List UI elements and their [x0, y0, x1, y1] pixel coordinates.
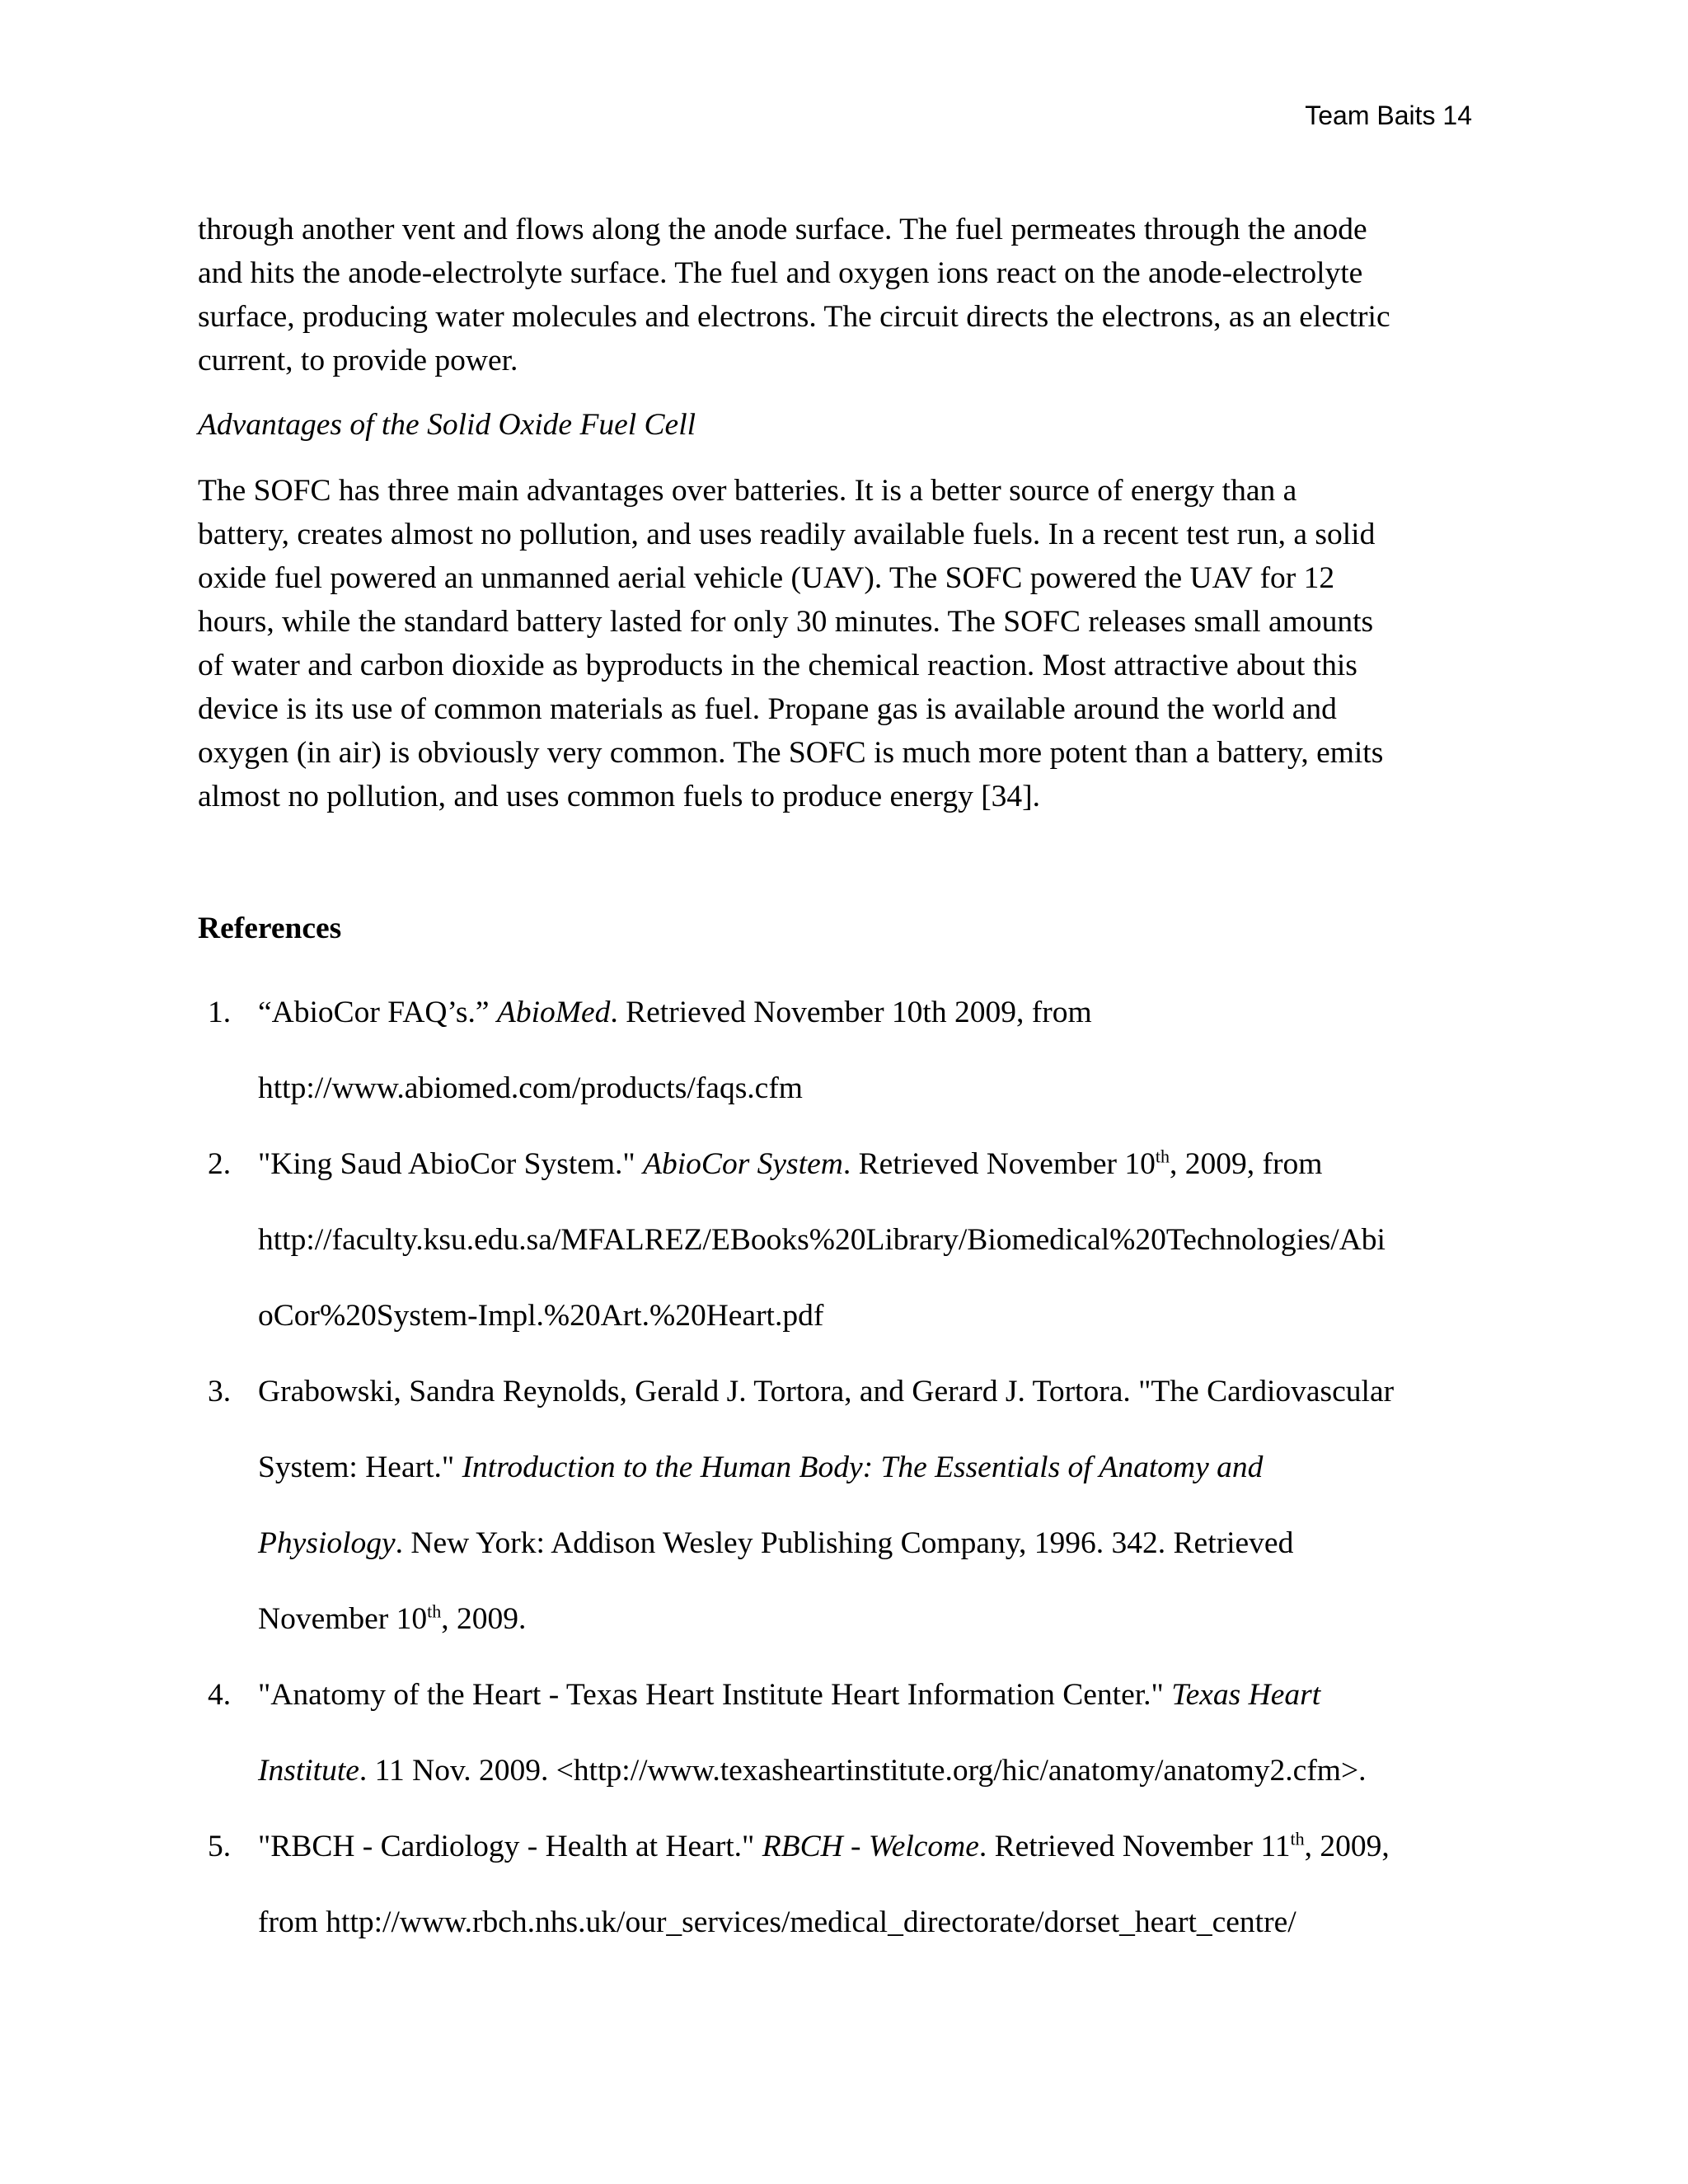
reference-item: [198, 1657, 1498, 1809]
running-header: Team Baits 14: [1305, 101, 1472, 130]
reference-item: [198, 975, 1498, 1127]
ordinal-suffix: th: [1290, 1828, 1305, 1849]
paragraph-line: current, to provide power.: [198, 344, 518, 377]
reference-line: [258, 1127, 1498, 1202]
reference-source-title: AbioCor System: [643, 1147, 843, 1181]
reference-source-title: Texas Heart: [1171, 1678, 1321, 1712]
section-heading: Advantages of the Solid Oxide Fuel Cell: [198, 408, 696, 442]
references-list: [198, 975, 1498, 1961]
reference-line: [258, 1582, 1498, 1657]
reference-text: . Retrieved November 10th 2009, from: [610, 996, 1092, 1029]
paragraph-line: The SOFC has three main advantages over batteries. It is a better source of energy than a: [198, 474, 1297, 508]
reference-line: [258, 1506, 1498, 1582]
reference-source-title: Introduction to the Human Body: The Essentials of Anatomy and: [462, 1451, 1264, 1484]
reference-number: 4.: [208, 1678, 232, 1712]
paragraph-line: of water and carbon dioxide as byproducts in the chemical reaction. Most attractive about this: [198, 649, 1357, 682]
references-heading: References: [198, 912, 342, 945]
reference-url: oCor%20System-Impl.%20Art.%20Heart.pdf: [258, 1299, 824, 1333]
ordinal-suffix: th: [1155, 1146, 1170, 1167]
paragraph-line: through another vent and flows along the anode surface. The fuel permeates through the anode: [198, 213, 1367, 246]
paragraph-line: oxygen (in air) is obviously very common. The SOFC is much more potent than a battery, emits: [198, 736, 1384, 770]
reference-text: “AbioCor FAQ’s.”: [258, 996, 497, 1029]
reference-line: [258, 1733, 1498, 1809]
reference-text: . Retrieved November 10: [842, 1147, 1156, 1181]
reference-url: http://www.abiomed.com/products/faqs.cfm: [258, 1071, 803, 1105]
reference-url: from http://www.rbch.nhs.uk/our_services/medical_directorate/dorset_heart_centre/: [258, 1905, 1296, 1939]
reference-item: [198, 1354, 1498, 1657]
paragraph-line: oxide fuel powered an unmanned aerial vehicle (UAV). The SOFC powered the UAV for 12: [198, 561, 1335, 595]
reference-source-title: RBCH - Welcome: [762, 1830, 979, 1863]
reference-url: http://faculty.ksu.edu.sa/MFALREZ/EBooks%20Library/Biomedical%20Technologies/Abi: [258, 1223, 1386, 1257]
reference-text: "King Saud AbioCor System.": [258, 1147, 644, 1181]
intro-paragraph: [198, 208, 1498, 382]
paragraph-line: and hits the anode-electrolyte surface. The fuel and oxygen ions react on the anode-electrolyte: [198, 256, 1363, 290]
reference-text: "Anatomy of the Heart - Texas Heart Institute Heart Information Center.": [258, 1678, 1172, 1712]
reference-line: [258, 975, 1498, 1051]
reference-text: "RBCH - Cardiology - Health at Heart.": [258, 1830, 762, 1863]
reference-item: [198, 1127, 1498, 1354]
reference-source-title: AbioMed: [496, 996, 611, 1029]
reference-line: Grabowski, Sandra Reynolds, Gerald J. Tortora, and Gerard J. Tortora. "The Cardiovascular: [258, 1375, 1395, 1408]
reference-item: [198, 1809, 1498, 1961]
paragraph-line: battery, creates almost no pollution, and uses readily available fuels. In a recent test run, a solid: [198, 518, 1376, 551]
paragraph-line: almost no pollution, and uses common fuels to produce energy [34].: [198, 780, 1041, 813]
reference-number: 2.: [208, 1147, 232, 1181]
reference-text: . 11 Nov. 2009. <http://www.texasheartinstitute.org/hic/anatomy/anatomy2.cfm>.: [359, 1754, 1367, 1788]
reference-text: November 10: [258, 1602, 428, 1636]
paragraph-line: surface, producing water molecules and electrons. The circuit directs the electrons, as an electric: [198, 300, 1390, 334]
reference-number: 5.: [208, 1830, 232, 1863]
reference-text: , 2009,: [1304, 1830, 1390, 1863]
reference-text: System: Heart.": [258, 1451, 462, 1484]
reference-text: , 2009, from: [1169, 1147, 1323, 1181]
ordinal-suffix: th: [427, 1601, 442, 1622]
reference-text: , 2009.: [441, 1602, 527, 1636]
reference-number: 3.: [208, 1375, 232, 1408]
reference-source-title: Physiology: [258, 1526, 396, 1560]
reference-line: [258, 1430, 1498, 1506]
page-body: [198, 208, 1498, 1961]
reference-text: . New York: Addison Wesley Publishing Company, 1996. 342. Retrieved: [395, 1526, 1294, 1560]
advantages-paragraph: [198, 469, 1498, 818]
reference-source-title: Institute: [258, 1754, 359, 1788]
reference-line: [258, 1809, 1498, 1885]
paragraph-line: device is its use of common materials as fuel. Propane gas is available around the world and: [198, 692, 1337, 726]
paragraph-line: hours, while the standard battery lasted for only 30 minutes. The SOFC releases small amounts: [198, 605, 1374, 639]
reference-line: [258, 1657, 1498, 1733]
reference-text: . Retrieved November 11: [978, 1830, 1291, 1863]
reference-number: 1.: [208, 996, 232, 1029]
